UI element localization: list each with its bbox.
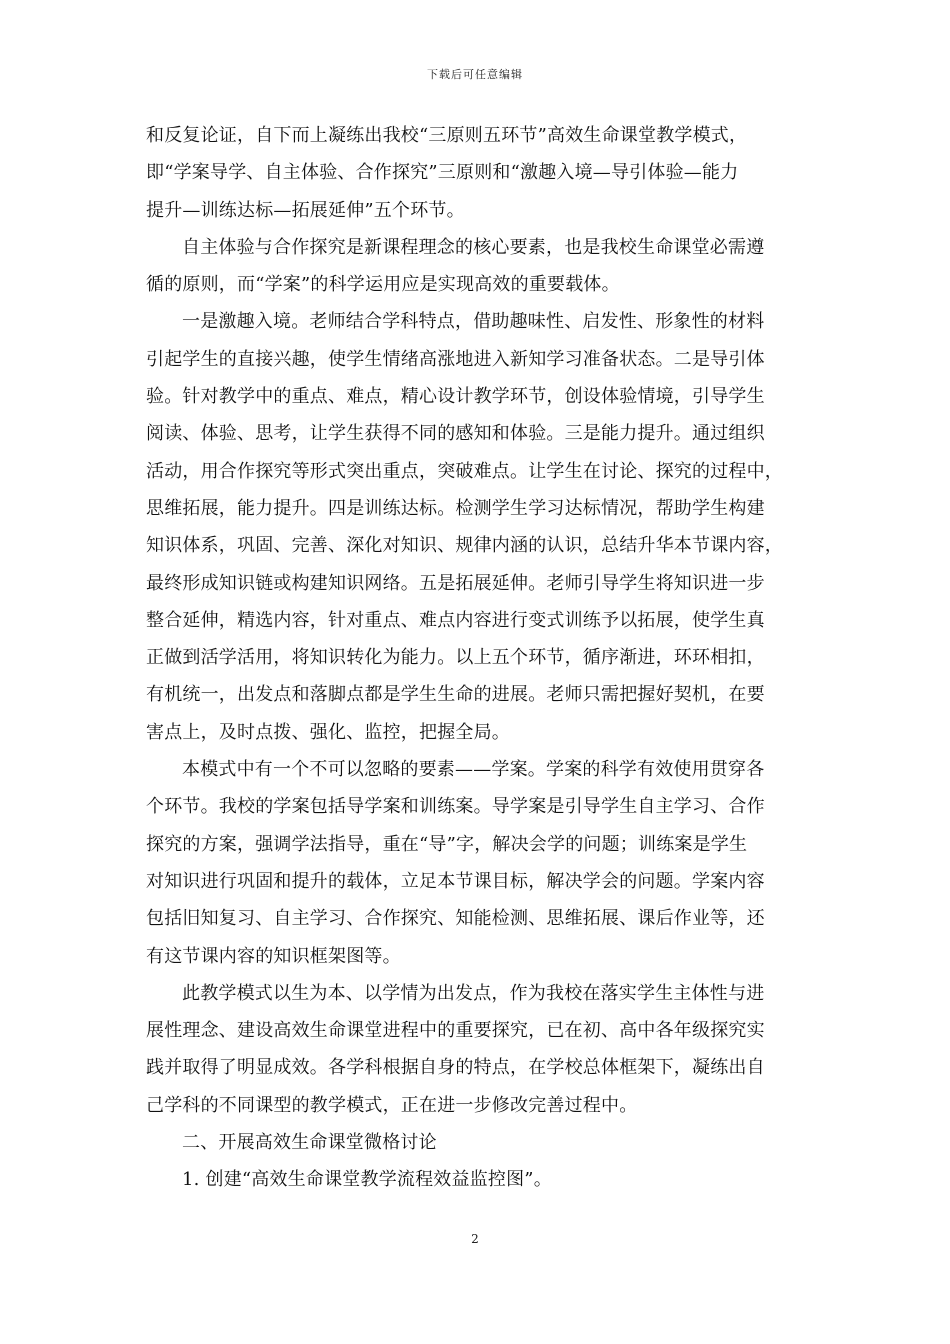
text-line: 包括旧知复习、自主学习、合作探究、知能检测、思维拓展、课后作业等，还: [146, 908, 765, 930]
text-line: 对知识进行巩固和提升的载体，立足本节课目标，解决学会的问题。学案内容: [146, 870, 765, 892]
text-line: 探究的方案，强调学法指导，重在“导”字，解决会学的问题；训练案是学生: [146, 833, 748, 855]
text-line: 和反复论证，自下而上凝练出我校“三原则五环节”高效生命课堂教学模式，: [146, 125, 748, 146]
text-line: 提升—训练达标—拓展延伸”五个环节。: [146, 199, 465, 221]
page-number: 2: [471, 1232, 479, 1246]
text-line: 有这节课内容的知识框架图等。: [146, 945, 401, 967]
text-line: 践并取得了明显成效。各学科根据自身的特点，在学校总体框架下，凝练出自: [146, 1057, 765, 1079]
text-line: 本模式中有一个不可以忽略的要素——学案。学案的科学有效使用贯穿各: [182, 759, 765, 781]
page-header: 下载后可任意编辑: [427, 68, 523, 81]
text-line: 阅读、体验、思考，让学生获得不同的感知和体验。三是能力提升。通过组织: [146, 423, 765, 445]
text-line: 即“学案导学、自主体验、合作探究”三原则和“激趣入境—导引体验—能力: [146, 162, 739, 184]
text-line: 整合延伸，精选内容，针对重点、难点内容进行变式训练予以拓展，使学生真: [146, 609, 765, 631]
text-line: 有机统一，出发点和落脚点都是学生生命的进展。老师只需把握好契机，在要: [146, 684, 765, 706]
text-line: 最终形成知识链或构建知识网络。五是拓展延伸。老师引导学生将知识进一步: [146, 572, 765, 594]
section-heading: 二、开展高效生命课堂微格讨论: [182, 1132, 437, 1154]
text-line: 活动，用合作探究等形式突出重点，突破难点。让学生在讨论、探究的过程中，: [146, 460, 783, 482]
text-line: 知识体系，巩固、完善、深化对知识、规律内涵的认识，总结升华本节课内容，: [146, 535, 783, 557]
text-line: 一是激趣入境。老师结合学科特点，借助趣味性、启发性、形象性的材料: [182, 311, 765, 333]
text-line: 自主体验与合作探究是新课程理念的核心要素，也是我校生命课堂必需遵: [182, 236, 765, 258]
text-line: 思维拓展，能力提升。四是训练达标。检测学生学习达标情况，帮助学生构建: [146, 497, 765, 519]
text-line: 害点上，及时点拨、强化、监控，把握全局。: [146, 721, 510, 743]
text-line: 循的原则，而“学案”的科学运用应是实现高效的重要载体。: [146, 274, 620, 296]
text-line: 个环节。我校的学案包括导学案和训练案。导学案是引导学生自主学习、合作: [146, 796, 765, 818]
document-body: [146, 117, 806, 1199]
text-line: 己学科的不同课型的教学模式，正在进一步修改完善过程中。: [146, 1094, 638, 1116]
text-line: 验。针对教学中的重点、难点，精心设计教学环节，创设体验情境，引导学生: [146, 386, 765, 408]
subsection-heading: 1. 创建“高效生命课堂教学流程效益监控图”。: [182, 1169, 552, 1191]
text-line: 展性理念、建设高效生命课堂进程中的重要探究，已在初、高中各年级探究实: [146, 1020, 765, 1042]
text-line: 引起学生的直接兴趣，使学生情绪高涨地进入新知学习准备状态。二是导引体: [146, 348, 765, 370]
text-line: 此教学模式以生为本、以学情为出发点，作为我校在落实学生主体性与进: [182, 982, 765, 1004]
text-line: 正做到活学活用，将知识转化为能力。以上五个环节，循序渐进，环环相扣，: [146, 647, 765, 669]
